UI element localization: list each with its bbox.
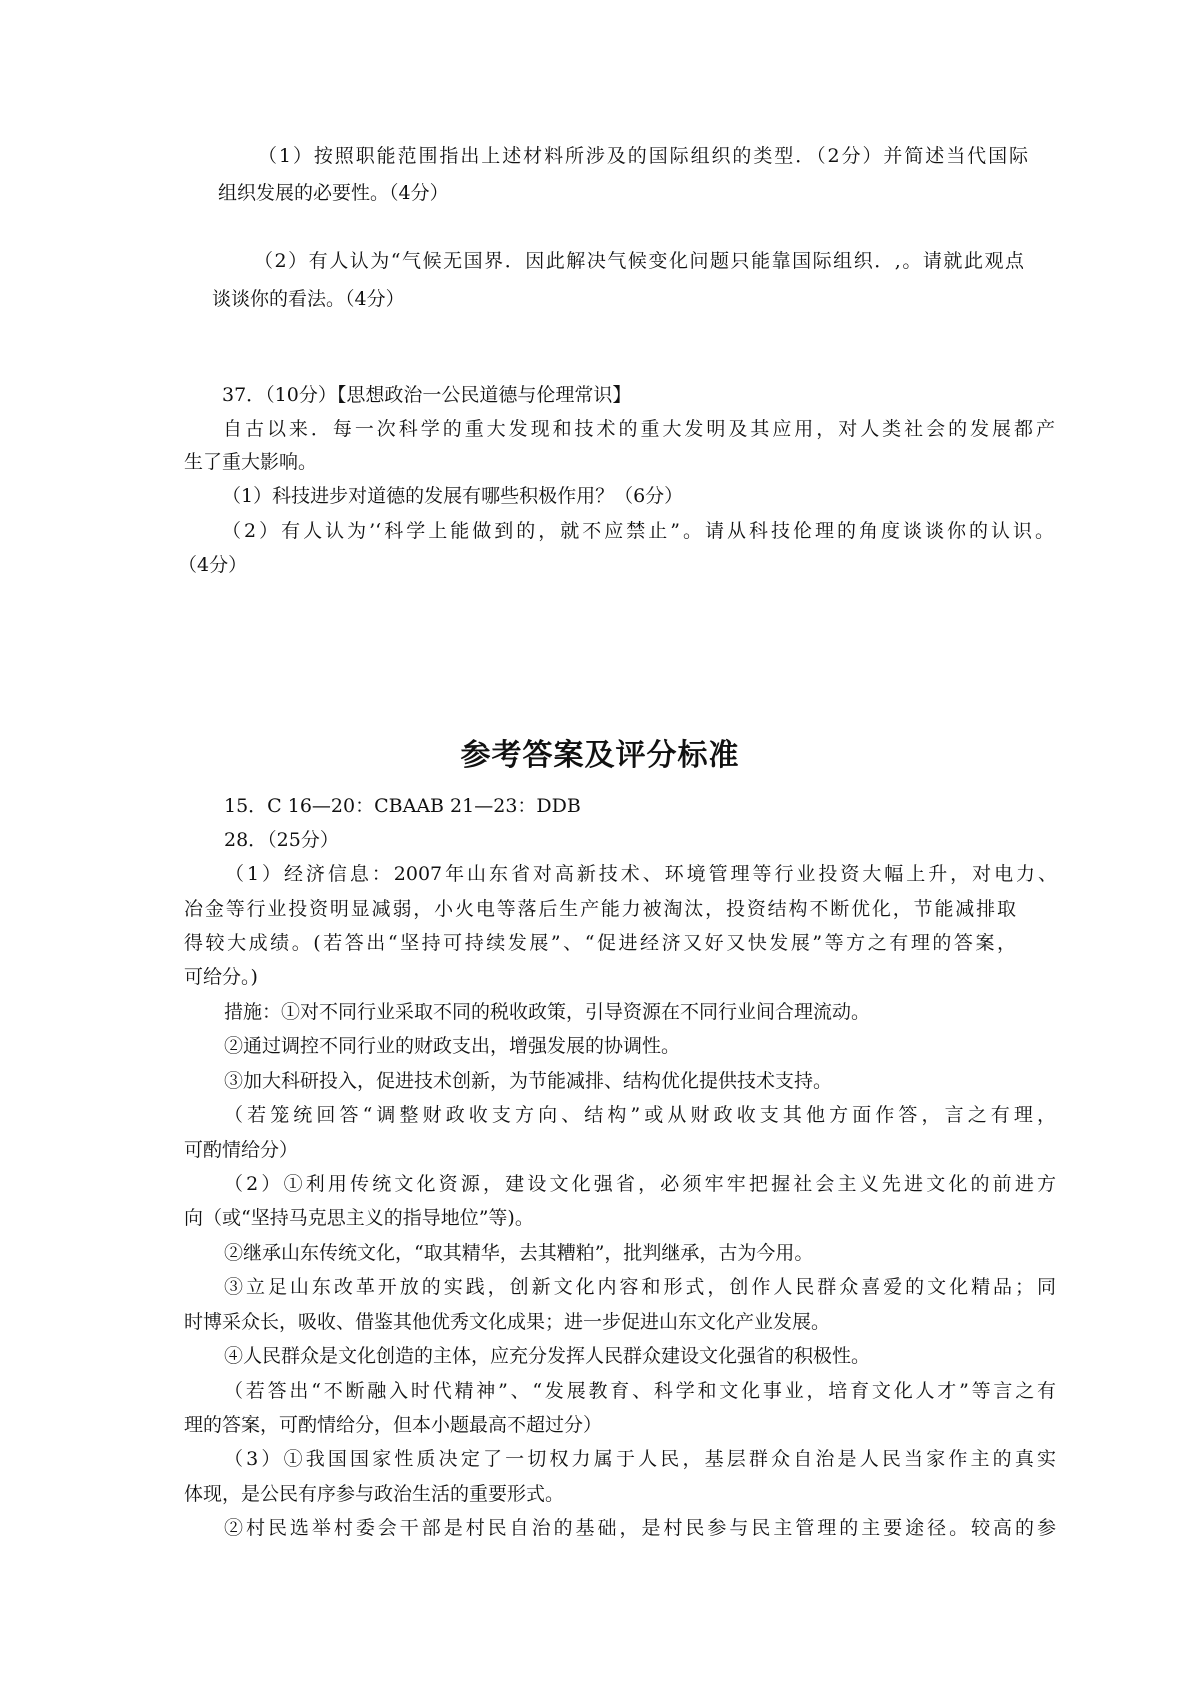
- note2-line2: 理的答案，可酌情给分，但本小题最高不超过分）: [184, 1414, 603, 1436]
- q37-heading: 37．（10分）【思想政治一公民道德与伦理常识】: [222, 384, 632, 406]
- note1-line2: 可酌情给分）: [184, 1139, 299, 1161]
- q28-p2-line1: （2）①利用传统文化资源，建设文化强省，必须牢牢把握社会主义先进文化的前进方: [224, 1173, 1056, 1195]
- q28-p3-line2: 体现，是公民有序参与政治生活的重要形式。: [184, 1483, 565, 1505]
- q37-sub2-line1: （2）有人认为’‘科学上能做到的，就不应禁止”。请从科技伦理的角度谈谈你的认识。: [222, 520, 1054, 542]
- p2-item-2: ②继承山东传统文化，“取其精华，去其糟粕”，批判继承，古为今用。: [224, 1242, 814, 1264]
- q28-p1-line1: （1）经济信息：2007年山东省对高新技术、环境管理等行业投资大幅上升，对电力、: [225, 863, 1057, 885]
- note2-line1: （若答出“不断融入时代精神”、“发展教育、科学和文化事业，培育文化人才”等言之有: [224, 1380, 1056, 1402]
- q28-p1-line2: 冶金等行业投资明显减弱，小火电等落后生产能力被淘汰，投资结构不断优化，节能减排取: [184, 898, 1016, 920]
- q28-p1-line3: 得较大成绩。(若答出“坚持可持续发展”、“促进经济又好又快发展”等方之有理的答案，: [184, 932, 1016, 954]
- q28-p3-line1: （3）①我国国家性质决定了一切权力属于人民，基层群众自治是人民当家作主的真实: [224, 1448, 1056, 1470]
- q37-sub2-line2: （4分）: [178, 554, 248, 576]
- measure-3: ③加大科研投入，促进技术创新，为节能减排、结构优化提供技术支持。: [224, 1070, 833, 1092]
- note1-line1: （若笼统回答“调整财政收支方向、结构”或从财政收支其他方面作答，言之有理，: [224, 1104, 1056, 1126]
- q37-intro-line1: 自古以来．每一次科学的重大发现和技术的重大发明及其应用，对人类社会的发展都产: [223, 418, 1055, 440]
- q28-p1-line4: 可给分。): [184, 966, 258, 988]
- q36-sub1-line1: （1）按照职能范围指出上述材料所涉及的国际组织的类型．（2分）并简述当代国际: [258, 145, 1028, 167]
- p2-item-4: ④人民群众是文化创造的主体，应充分发挥人民群众建设文化强省的积极性。: [224, 1345, 871, 1367]
- q28-heading: 28．（25分）: [224, 829, 339, 851]
- measure-2: ②通过调控不同行业的财政支出，增强发展的协调性。: [224, 1035, 681, 1057]
- answers-mc-line: 15．C 16—20：CBAAB 21—23：DDB: [224, 795, 581, 817]
- q28-p2-line2: 向（或“坚持马克思主义的指导地位”等)。: [184, 1207, 534, 1229]
- q37-sub1: （1）科技进步对道德的发展有哪些积极作用？（6分）: [222, 485, 684, 507]
- p3-item-2: ②村民选举村委会干部是村民自治的基础，是村民参与民主管理的主要途径。较高的参: [224, 1517, 1056, 1539]
- q36-sub2-line2: 谈谈你的看法。（4分）: [212, 288, 405, 310]
- q37-intro-line2: 生了重大影响。: [184, 451, 318, 473]
- q36-sub1-line2: 组织发展的必要性。（4分）: [218, 182, 449, 204]
- q36-sub2-line1: （2）有人认为“气候无国界．因此解决气候变化问题只能靠国际组织．,。请就此观点: [254, 250, 1024, 272]
- answers-title: 参考答案及评分标准: [460, 738, 740, 773]
- measures-line: 措施：①对不同行业采取不同的税收政策，引导资源在不同行业间合理流动。: [224, 1001, 871, 1023]
- p2-item-3-line2: 时博采众长，吸收、借鉴其他优秀文化成果；进一步促进山东文化产业发展。: [184, 1311, 831, 1333]
- p2-item-3-line1: ③立足山东改革开放的实践，创新文化内容和形式，创作人民群众喜爱的文化精品；同: [224, 1276, 1056, 1298]
